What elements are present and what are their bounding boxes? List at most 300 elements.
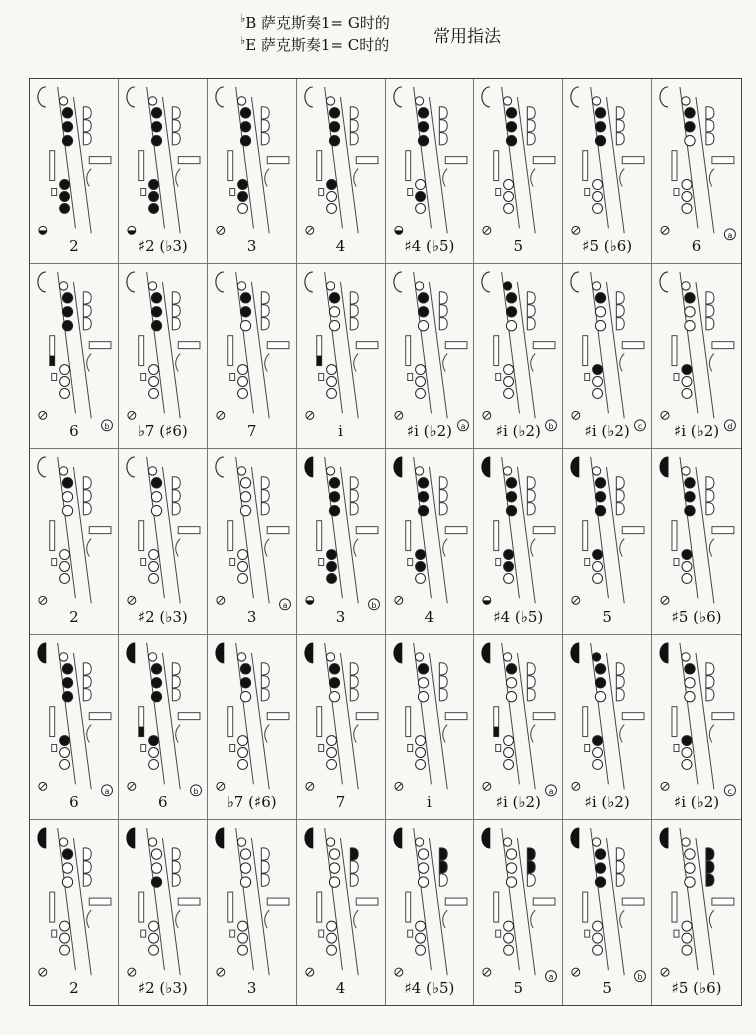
bis-key-pressed: [494, 726, 499, 736]
bis-key-pressed: [139, 726, 144, 736]
table-key: [267, 527, 289, 534]
fingering-cell: [30, 79, 119, 264]
saxophone-key-diagram: [119, 449, 207, 633]
open-key: [240, 506, 250, 516]
open-key: [329, 877, 339, 887]
side-bar-key: [494, 336, 499, 366]
side-bar-key: [583, 151, 588, 181]
pinky-key: [176, 169, 181, 187]
pressed-key: [151, 321, 161, 331]
pinky-key: [176, 910, 181, 928]
side-bar-key: [227, 336, 232, 366]
pinky-key: [620, 169, 625, 187]
pressed-key: [237, 180, 247, 190]
side-key-open: [528, 477, 536, 489]
side-key-open: [706, 477, 714, 489]
open-key: [504, 389, 514, 399]
side-key-open: [83, 107, 91, 119]
title-suffix: 常用指法: [433, 27, 501, 47]
saxophone-key-diagram: [563, 79, 651, 263]
pinky-key: [353, 169, 358, 187]
open-key: [148, 282, 156, 290]
open-key: [329, 321, 339, 331]
pinky-key: [442, 910, 447, 928]
open-key: [237, 652, 245, 660]
pressed-key: [62, 849, 72, 859]
pinky-key: [264, 539, 269, 557]
side-key-open: [706, 305, 714, 317]
open-key: [504, 97, 512, 105]
octave-key-pressed: [216, 828, 224, 848]
saxophone-key-diagram: [30, 820, 118, 1005]
side-key-open: [350, 874, 358, 886]
low-square-key: [674, 559, 679, 566]
side-key-open: [172, 477, 180, 489]
octave-key-open: [482, 87, 490, 107]
pressed-key: [151, 663, 161, 673]
open-key: [326, 192, 336, 202]
variant-letter: b: [548, 421, 554, 431]
side-key-open: [617, 688, 625, 700]
pinky-key: [353, 724, 358, 742]
side-bar-key: [405, 336, 410, 366]
pressed-key: [418, 122, 428, 132]
side-key-open: [350, 477, 358, 489]
open-key: [415, 97, 423, 105]
side-bar-key: [672, 706, 677, 736]
low-square-key: [229, 374, 234, 381]
open-key: [59, 97, 67, 105]
pinky-key: [442, 169, 447, 187]
open-key: [682, 389, 692, 399]
pressed-key: [685, 663, 695, 673]
pressed-key: [504, 550, 514, 560]
variant-letter: a: [727, 230, 733, 240]
open-key: [682, 180, 692, 190]
open-key: [326, 377, 336, 387]
low-square-key: [407, 930, 412, 937]
open-key: [237, 735, 247, 745]
open-key: [148, 562, 158, 572]
open-key: [682, 377, 692, 387]
saxophone-key-diagram: [119, 79, 207, 263]
pressed-key: [329, 122, 339, 132]
note-label: 2: [69, 607, 79, 626]
fingering-cell: [563, 449, 652, 634]
open-key: [682, 192, 692, 202]
open-key: [60, 933, 70, 943]
side-bar-key: [583, 892, 588, 922]
side-bar-key: [405, 521, 410, 551]
table-key: [712, 712, 734, 719]
pressed-key: [148, 735, 158, 745]
variant-letter: c: [638, 421, 643, 431]
table-key: [445, 712, 467, 719]
open-key: [148, 389, 158, 399]
saxophone-key-diagram: [563, 264, 651, 448]
open-key: [326, 282, 334, 290]
side-key-open: [350, 688, 358, 700]
open-key: [240, 877, 250, 887]
saxophone-key-diagram: [208, 635, 296, 819]
pressed-key: [240, 663, 250, 673]
side-key-pressed: [706, 861, 714, 873]
open-key: [593, 921, 603, 931]
open-key: [237, 562, 247, 572]
open-key: [151, 492, 161, 502]
open-key: [60, 550, 70, 560]
note-label: i: [338, 422, 343, 441]
fingering-cell: [208, 635, 297, 820]
pinky-key: [87, 539, 92, 557]
table-key: [534, 712, 556, 719]
open-key: [504, 652, 512, 660]
pinky-key: [442, 354, 447, 372]
open-key: [685, 849, 695, 859]
side-key-open: [261, 490, 269, 502]
open-key: [504, 921, 514, 931]
side-key-open: [706, 503, 714, 515]
pressed-key: [240, 108, 250, 118]
pinky-key: [709, 910, 714, 928]
pressed-key: [593, 735, 603, 745]
side-key-open: [439, 318, 447, 330]
open-key: [504, 574, 514, 584]
side-key-open: [528, 318, 536, 330]
variant-letter: a: [282, 601, 288, 611]
open-key: [59, 282, 67, 290]
open-key: [507, 321, 517, 331]
pressed-key: [507, 307, 517, 317]
pinky-key: [442, 724, 447, 742]
side-bar-key: [227, 151, 232, 181]
side-key-open: [172, 688, 180, 700]
pressed-key: [329, 506, 339, 516]
table-key: [267, 342, 289, 349]
side-bar-key: [405, 892, 410, 922]
pressed-key: [326, 562, 336, 572]
side-key-open: [350, 675, 358, 687]
side-key-open: [617, 133, 625, 145]
fingering-cell: [119, 449, 208, 634]
pressed-key: [415, 192, 425, 202]
side-key-open: [172, 490, 180, 502]
note-label: 6: [158, 792, 168, 811]
pinky-key: [620, 354, 625, 372]
side-bar-key: [494, 151, 499, 181]
octave-key-pressed: [38, 828, 46, 848]
pressed-key: [151, 108, 161, 118]
title-text-bb: B 萨克斯奏1= G时的: [245, 14, 390, 32]
side-key-open: [439, 133, 447, 145]
octave-key-pressed: [127, 643, 135, 663]
note-label: ♯i (♭2): [584, 792, 630, 811]
open-key: [237, 945, 247, 955]
pressed-key: [418, 663, 428, 673]
side-key-open: [439, 662, 447, 674]
pressed-key: [507, 492, 517, 502]
side-bar-key: [139, 521, 144, 551]
side-key-open: [83, 874, 91, 886]
pressed-key: [329, 293, 339, 303]
side-key-open: [261, 874, 269, 886]
side-key-open: [617, 503, 625, 515]
open-key: [326, 467, 334, 475]
note-label: ♯2 (♭3): [137, 607, 188, 626]
open-key: [593, 945, 603, 955]
pressed-key: [151, 691, 161, 701]
pinky-key: [531, 169, 536, 187]
side-key-open: [617, 292, 625, 304]
low-square-key: [496, 374, 501, 381]
side-bar-key: [50, 892, 55, 922]
side-key-open: [83, 490, 91, 502]
low-square-key: [52, 189, 57, 196]
saxophone-key-diagram: [297, 264, 385, 448]
fingering-cell: [652, 635, 741, 820]
open-key: [593, 933, 603, 943]
fingering-cell: [30, 264, 119, 449]
open-key: [504, 735, 514, 745]
open-key: [596, 307, 606, 317]
pressed-key: [60, 180, 70, 190]
open-key: [326, 838, 334, 846]
side-key-open: [172, 318, 180, 330]
side-key-open: [83, 318, 91, 330]
pinky-key: [264, 910, 269, 928]
table-key: [712, 342, 734, 349]
table-key: [534, 527, 556, 534]
side-key-open: [83, 133, 91, 145]
pressed-key: [507, 293, 517, 303]
side-key-open: [617, 107, 625, 119]
pressed-key: [685, 108, 695, 118]
fingering-cell: [386, 79, 475, 264]
open-key: [60, 747, 70, 757]
low-square-key: [496, 559, 501, 566]
saxophone-key-diagram: [208, 79, 296, 263]
note-label: 3: [246, 237, 257, 256]
pressed-key: [329, 478, 339, 488]
side-key-open: [350, 662, 358, 674]
side-key-open: [261, 133, 269, 145]
fingering-cell: [297, 79, 386, 264]
note-label: ♭7 (♯6): [226, 792, 277, 811]
note-label: ♭7 (♯6): [137, 422, 188, 441]
note-label: ♯5 (♭6): [671, 978, 722, 997]
low-square-key: [141, 189, 146, 196]
fingering-cell: [119, 79, 208, 264]
side-key-pressed: [528, 848, 536, 860]
note-label: 4: [424, 607, 435, 626]
open-key: [240, 849, 250, 859]
note-label: 5: [513, 978, 524, 997]
open-key: [326, 97, 334, 105]
open-key: [329, 307, 339, 317]
open-key: [148, 652, 156, 660]
low-square-key: [585, 374, 590, 381]
side-key-open: [617, 318, 625, 330]
table-key: [356, 712, 378, 719]
pressed-key: [62, 136, 72, 146]
variant-letter: a: [548, 972, 554, 982]
pressed-key: [682, 365, 692, 375]
fingering-cell: [208, 264, 297, 449]
side-key-open: [261, 120, 269, 132]
fingering-grid: [29, 78, 742, 1006]
fingering-cell: [652, 79, 741, 264]
open-key: [593, 180, 603, 190]
note-label: 7: [335, 792, 346, 811]
pressed-key: [237, 192, 247, 202]
octave-key-pressed: [38, 643, 46, 663]
variant-letter: b: [104, 421, 110, 431]
fingering-cell: [119, 820, 208, 1005]
open-key: [596, 321, 606, 331]
open-key: [415, 921, 425, 931]
open-key: [593, 467, 601, 475]
open-key: [326, 747, 336, 757]
saxophone-key-diagram: [119, 820, 207, 1005]
pressed-key: [596, 293, 606, 303]
open-key: [682, 945, 692, 955]
fingering-cell: [474, 820, 563, 1005]
low-square-key: [407, 744, 412, 751]
open-key: [151, 863, 161, 873]
variant-letter: b: [371, 601, 377, 611]
table-key: [622, 712, 644, 719]
note-label: 2: [69, 978, 79, 997]
note-label: ♯i (♭2): [673, 422, 720, 441]
octave-key-open: [38, 457, 46, 477]
pressed-key: [418, 307, 428, 317]
open-key: [326, 389, 336, 399]
fingering-cell: [474, 79, 563, 264]
open-key: [685, 677, 695, 687]
side-key-open: [528, 688, 536, 700]
side-key-open: [350, 120, 358, 132]
note-label: 2: [69, 237, 79, 256]
open-key: [504, 377, 514, 387]
octave-key-open: [127, 87, 135, 107]
note-label: 6: [691, 237, 702, 256]
low-square-key: [496, 930, 501, 937]
pressed-key: [596, 122, 606, 132]
pressed-key: [151, 122, 161, 132]
low-square-key: [585, 189, 590, 196]
variant-letter: a: [104, 786, 110, 796]
side-key-open: [528, 120, 536, 132]
pressed-key: [62, 691, 72, 701]
octave-key-open: [216, 87, 224, 107]
table-key: [622, 898, 644, 905]
open-key: [415, 945, 425, 955]
pressed-key: [329, 136, 339, 146]
side-bar-key: [50, 151, 55, 181]
fingering-cell: [297, 449, 386, 634]
open-key: [593, 759, 603, 769]
open-key: [682, 574, 692, 584]
saxophone-key-diagram: [119, 635, 207, 819]
low-square-key: [318, 930, 323, 937]
octave-key-open: [38, 272, 46, 292]
side-key-open: [706, 318, 714, 330]
side-bar-key: [316, 892, 321, 922]
side-bar-key: [672, 892, 677, 922]
side-key-open: [350, 318, 358, 330]
side-key-open: [617, 662, 625, 674]
side-key-open: [528, 133, 536, 145]
open-key: [418, 877, 428, 887]
pressed-key: [151, 877, 161, 887]
side-key-open: [350, 292, 358, 304]
side-bar-key: [50, 706, 55, 736]
open-key: [415, 652, 423, 660]
pinky-key: [87, 724, 92, 742]
pressed-key: [148, 180, 158, 190]
low-square-key: [141, 744, 146, 751]
saxophone-key-diagram: [563, 820, 651, 1005]
saxophone-key-diagram: [563, 449, 651, 633]
fingering-cell: [563, 79, 652, 264]
pressed-key: [418, 492, 428, 502]
open-key: [59, 467, 67, 475]
open-key: [60, 945, 70, 955]
open-key: [62, 492, 72, 502]
pinky-key: [353, 910, 358, 928]
low-square-key: [318, 559, 323, 566]
side-key-open: [83, 305, 91, 317]
note-label: ♯5 (♭6): [582, 237, 633, 256]
pinky-key: [620, 724, 625, 742]
open-key: [148, 550, 158, 560]
pinky-key: [87, 910, 92, 928]
pinky-key: [353, 354, 358, 372]
open-key: [59, 652, 67, 660]
open-key: [237, 97, 245, 105]
open-key: [593, 747, 603, 757]
open-key: [60, 574, 70, 584]
open-key: [60, 921, 70, 931]
side-bar-key: [494, 892, 499, 922]
open-key: [237, 389, 247, 399]
table-key: [622, 527, 644, 534]
octave-key-pressed: [482, 828, 490, 848]
open-key: [415, 365, 425, 375]
table-key: [445, 898, 467, 905]
fingering-cell: [652, 449, 741, 634]
side-bar-key: [583, 521, 588, 551]
side-key-open: [706, 292, 714, 304]
open-key: [682, 759, 692, 769]
low-square-key: [318, 374, 323, 381]
side-bar-key: [139, 336, 144, 366]
saxophone-key-diagram: [30, 79, 118, 263]
open-key: [60, 389, 70, 399]
open-key: [237, 838, 245, 846]
title-text-eb: E 萨克斯奏1= C时的: [245, 36, 390, 54]
pinky-key: [709, 724, 714, 742]
open-key: [593, 389, 603, 399]
table-key: [89, 712, 111, 719]
saxophone-key-diagram: [474, 449, 562, 633]
side-key-open: [439, 305, 447, 317]
open-key: [59, 838, 67, 846]
side-key-open: [172, 503, 180, 515]
saxophone-key-diagram: [30, 264, 118, 448]
open-key: [240, 863, 250, 873]
table-key: [178, 898, 200, 905]
